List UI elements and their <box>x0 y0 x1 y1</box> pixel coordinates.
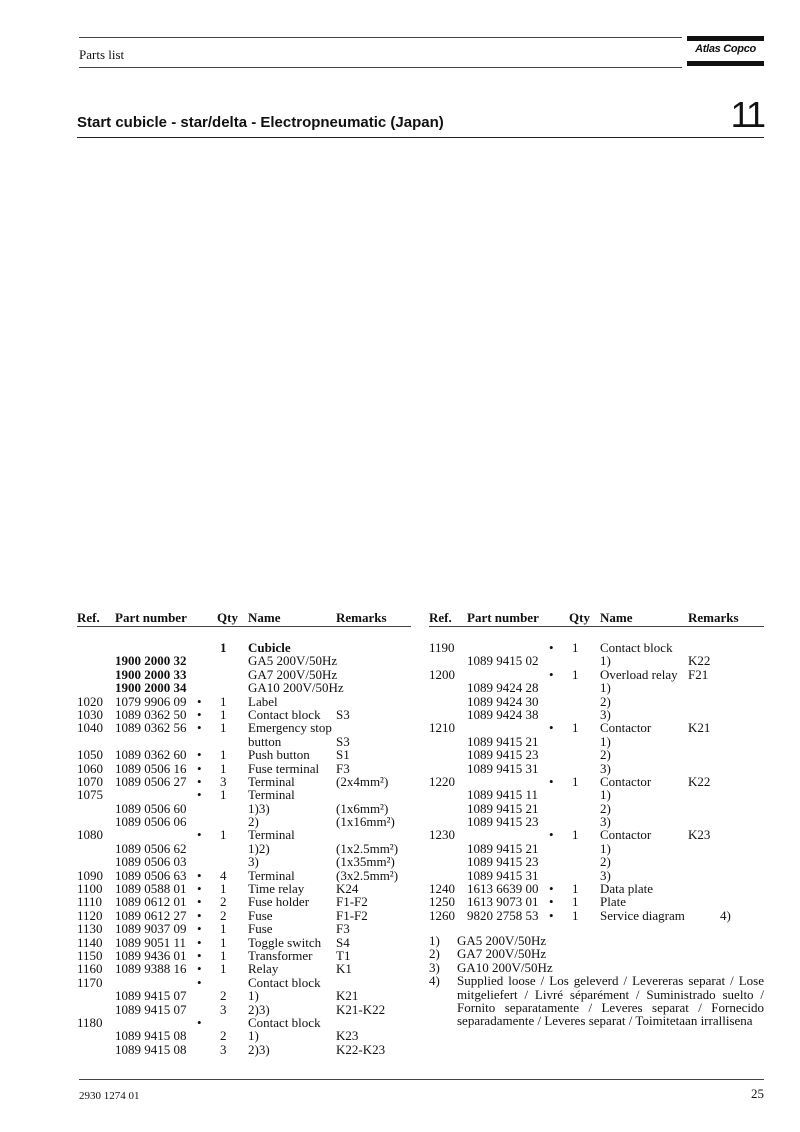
qty-cell: 3 <box>220 773 227 789</box>
ref-cell: 1075 <box>77 787 103 803</box>
footnote <box>429 947 764 960</box>
remarks-cell: S4 <box>336 934 350 950</box>
remarks-cell: K1 <box>336 961 352 977</box>
col-header-qty: Qty <box>569 610 590 625</box>
qty-cell: 1 <box>220 747 227 763</box>
ref-cell: 1120 <box>77 907 103 923</box>
logo-bar-bottom <box>687 61 764 66</box>
name-cell: Contact block <box>248 974 321 990</box>
qty-cell: 1 <box>220 720 227 736</box>
name-cell: Contactor <box>600 773 652 789</box>
part-number-cell: 1089 0506 03 <box>115 854 187 870</box>
qty-cell: 3 <box>220 1001 227 1017</box>
footnote-text: GA7 200V/50Hz <box>457 946 547 962</box>
qty-cell: 2 <box>220 988 227 1004</box>
remarks-cell: F1-F2 <box>336 907 368 923</box>
part-number-cell: 1089 0506 06 <box>115 814 187 830</box>
ref-cell: 1260 <box>429 907 455 923</box>
part-number-cell: 1089 9415 21 <box>467 733 539 749</box>
qty-cell: 1 <box>572 907 579 923</box>
remarks-cell: (1x35mm²) <box>336 854 395 870</box>
remarks-cell: K22-K23 <box>336 1041 386 1057</box>
part-number-cell: 1089 9415 23 <box>467 814 539 830</box>
name-cell: Contact block <box>248 1014 321 1030</box>
ref-cell: 1210 <box>429 720 455 736</box>
ref-cell: 1060 <box>77 760 103 776</box>
marker-cell: • <box>549 881 554 897</box>
chapter-number: 11 <box>730 94 764 135</box>
name-cell: 1) <box>248 988 259 1004</box>
ref-cell: 1140 <box>77 934 103 950</box>
marker-cell: • <box>197 773 202 789</box>
remarks-cell: (1x16mm²) <box>336 814 395 830</box>
part-number-cell: 1089 0506 63 <box>115 867 187 883</box>
ref-cell: 1240 <box>429 881 455 897</box>
name-cell: GA5 200V/50Hz <box>248 653 338 669</box>
qty-cell: 2 <box>220 1028 227 1044</box>
marker-cell: • <box>197 787 202 803</box>
remarks-cell: F3 <box>336 760 350 776</box>
logo-bar-top <box>687 36 764 41</box>
name-cell: Terminal <box>248 827 295 843</box>
atlas-copco-logo <box>687 36 764 67</box>
ref-cell: 1050 <box>77 747 103 763</box>
col-header-name: Name <box>248 610 281 625</box>
part-number-cell: 1089 0362 50 <box>115 706 187 722</box>
ref-cell: 1220 <box>429 773 455 789</box>
title-rule <box>77 137 764 138</box>
name-cell: 2) <box>600 747 611 763</box>
name-cell: 1)3) <box>248 800 270 816</box>
table-header-rule <box>429 626 764 627</box>
footnote <box>429 961 764 974</box>
part-number-cell: 1089 9415 02 <box>467 653 539 669</box>
part-number-cell: 1089 9424 30 <box>467 693 539 709</box>
marker-cell: • <box>197 961 202 977</box>
col-header-part-number: Part number <box>467 610 539 625</box>
name-cell: Transformer <box>248 947 313 963</box>
ref-cell: 1180 <box>77 1014 103 1030</box>
part-number-cell: 1089 9415 07 <box>115 988 187 1004</box>
ref-cell: 1190 <box>429 640 455 655</box>
part-number-cell: 1089 0506 16 <box>115 760 187 776</box>
remarks-cell: K21 <box>688 720 711 736</box>
name-cell: 1) <box>600 840 611 856</box>
footnote-number: 1) <box>429 933 440 948</box>
marker-cell: • <box>197 1014 202 1030</box>
page-number: 25 <box>751 1086 764 1101</box>
name-cell: 3) <box>600 814 611 830</box>
ref-cell: 1170 <box>77 974 103 990</box>
ref-cell: 1250 <box>429 894 455 910</box>
qty-cell: 3 <box>220 1041 227 1057</box>
logo-text: Atlas Copco <box>695 43 756 55</box>
qty-cell: 1 <box>572 720 579 736</box>
name-cell: 3) <box>600 760 611 776</box>
marker-cell: • <box>197 881 202 897</box>
remarks-cell: (1x2.5mm²) <box>336 840 399 856</box>
remarks-cell: K21-K22 <box>336 1001 386 1017</box>
marker-cell: • <box>549 666 554 682</box>
name-cell: Contact block <box>248 706 321 722</box>
part-number-cell: 1613 9073 01 <box>467 894 539 910</box>
remarks-cell: S3 <box>336 706 350 722</box>
part-number-cell: 1089 9415 08 <box>115 1041 187 1057</box>
table-header-rule <box>77 626 411 627</box>
name-cell: 1) <box>600 653 611 669</box>
marker-cell: • <box>549 907 554 923</box>
ref-cell: 1230 <box>429 827 455 843</box>
part-number-cell: 1089 0612 27 <box>115 907 187 923</box>
qty-cell: 1 <box>220 881 227 897</box>
name-cell: Data plate <box>600 881 654 897</box>
name-cell: button <box>248 733 282 749</box>
remarks-cell: (3x2.5mm²) <box>336 867 399 883</box>
qty-cell: 2 <box>220 907 227 923</box>
marker-cell: • <box>549 640 554 655</box>
qty-cell: 1 <box>220 693 227 709</box>
qty-cell: 1 <box>220 947 227 963</box>
remarks-cell: K23 <box>336 1028 359 1044</box>
remarks-cell: S1 <box>336 747 350 763</box>
marker-cell: • <box>197 921 202 937</box>
part-number-cell: 1089 9388 16 <box>115 961 187 977</box>
remarks-cell: K23 <box>688 827 711 843</box>
part-number-cell: 1089 9415 07 <box>115 1001 187 1017</box>
name-cell: 1) <box>248 1028 259 1044</box>
qty-cell: 1 <box>572 881 579 897</box>
qty-cell: 1 <box>220 934 227 950</box>
part-number-cell: 1089 9415 21 <box>467 840 539 856</box>
part-number-cell: 1079 9906 09 <box>115 693 187 709</box>
ref-cell: 1110 <box>77 894 103 910</box>
marker-cell: • <box>549 773 554 789</box>
qty-cell: 1 <box>220 787 227 803</box>
qty-cell: 2 <box>220 894 227 910</box>
ref-cell: 1040 <box>77 720 103 736</box>
name-cell: Plate <box>600 894 626 910</box>
col-header-name: Name <box>600 610 633 625</box>
col-header-ref: Ref. <box>77 610 100 625</box>
ref-cell: 1100 <box>77 881 103 897</box>
part-number-cell: 1089 9051 11 <box>115 934 187 950</box>
qty-cell: 1 <box>572 666 579 682</box>
qty-cell: 1 <box>220 961 227 977</box>
name-cell: Label <box>248 693 278 709</box>
ref-cell: 1080 <box>77 827 103 843</box>
name-cell: Toggle switch <box>248 934 322 950</box>
part-number-cell: 1089 9415 08 <box>115 1028 187 1044</box>
part-number-cell: 1089 9415 11 <box>467 787 539 803</box>
name-cell: Terminal <box>248 787 295 803</box>
marker-cell: • <box>197 934 202 950</box>
marker-cell: • <box>197 720 202 736</box>
part-number-cell: 1089 0506 60 <box>115 800 187 816</box>
name-cell: Terminal <box>248 867 295 883</box>
part-number-cell: 1089 9415 23 <box>467 854 539 870</box>
qty-cell: 1 <box>220 706 227 722</box>
name-cell: Fuse <box>248 907 273 923</box>
part-number-cell: 1613 6639 00 <box>467 881 539 897</box>
remarks-cell: K21 <box>336 988 359 1004</box>
marker-cell: • <box>197 907 202 923</box>
name-cell: 2) <box>600 693 611 709</box>
part-number-cell: 1089 9436 01 <box>115 947 187 963</box>
ref-cell: 1160 <box>77 961 103 977</box>
document-number: 2930 1274 01 <box>79 1090 140 1102</box>
name-cell: Contactor <box>600 827 652 843</box>
footnote-text: GA5 200V/50Hz <box>457 933 547 948</box>
footnotes <box>429 934 764 1028</box>
marker-cell: • <box>197 947 202 963</box>
remarks-cell: (1x6mm²) <box>336 800 389 816</box>
header-rule-top <box>79 37 682 38</box>
name-cell: 1) <box>600 787 611 803</box>
col-header-ref: Ref. <box>429 610 452 625</box>
footnote-text: GA10 200V/50Hz <box>457 959 553 975</box>
qty-cell: 1 <box>572 773 579 789</box>
marker-cell: • <box>197 867 202 883</box>
footnote <box>429 974 764 1028</box>
header-label: Parts list <box>79 47 125 62</box>
footer-rule <box>79 1079 764 1080</box>
name-cell: 3) <box>248 854 259 870</box>
name-cell: Emergency stop <box>248 720 332 736</box>
ref-cell: 1130 <box>77 921 103 937</box>
name-cell: 2) <box>600 854 611 870</box>
part-number-cell: 1089 0506 27 <box>115 773 187 789</box>
part-number-cell: 1089 0362 56 <box>115 720 187 736</box>
part-number-cell: 1089 9037 09 <box>115 921 187 937</box>
part-number-cell: 1089 9415 21 <box>467 800 539 816</box>
marker-cell: • <box>549 894 554 910</box>
qty-cell: 1 <box>572 827 579 843</box>
remarks-cell: F21 <box>688 666 709 682</box>
name-cell: 1) <box>600 733 611 749</box>
qty-cell: 1 <box>572 894 579 910</box>
part-number-cell: 9820 2758 53 <box>467 907 539 923</box>
remarks-cell: F1-F2 <box>336 894 368 910</box>
name-cell: Overload relay <box>600 666 678 682</box>
name-cell: 2)3) <box>248 1001 270 1017</box>
marker-cell: • <box>549 827 554 843</box>
name-cell: Relay <box>248 961 279 977</box>
name-cell: Fuse <box>248 921 273 937</box>
col-header-part-number: Part number <box>115 610 187 625</box>
remarks-cell: 4) <box>720 907 731 923</box>
marker-cell: • <box>197 974 202 990</box>
name-cell: Contactor <box>600 720 652 736</box>
ref-cell: 1150 <box>77 947 103 963</box>
ref-cell: 1030 <box>77 706 103 722</box>
footnote-text: Supplied loose / Los geleverd / Levereras separat / Lose mitgeliefert / Livré séparément / Suministrado suelto / Fornito separatamente / Leveres separat / Fornecido separadamente / Leveres separat / Toimitetaan irrallisena <box>457 973 764 1029</box>
part-number-cell: 1089 9424 28 <box>467 680 539 696</box>
qty-cell: 4 <box>220 867 227 883</box>
name-cell: Time relay <box>248 881 305 897</box>
marker-cell: • <box>197 760 202 776</box>
name-cell: 3) <box>600 706 611 722</box>
marker-cell: • <box>197 827 202 843</box>
name-cell: Fuse terminal <box>248 760 320 776</box>
name-cell: GA7 200V/50Hz <box>248 666 338 682</box>
name-cell: Terminal <box>248 773 295 789</box>
remarks-cell: K22 <box>688 653 711 669</box>
marker-cell: • <box>197 747 202 763</box>
header-rule-bottom <box>79 67 682 68</box>
part-number-cell: 1900 2000 34 <box>115 680 187 696</box>
name-cell: 3) <box>600 867 611 883</box>
footnote-number: 3) <box>429 959 440 975</box>
remarks-cell: (2x4mm²) <box>336 773 389 789</box>
ref-cell: 1090 <box>77 867 103 883</box>
name-cell: 2) <box>600 800 611 816</box>
name-cell: 1)2) <box>248 840 270 856</box>
part-number-cell: 1900 2000 32 <box>115 653 187 669</box>
name-cell: Contact block <box>600 640 673 655</box>
col-header-remarks: Remarks <box>688 610 739 625</box>
part-number-cell: 1089 9415 23 <box>467 747 539 763</box>
remarks-cell: S3 <box>336 733 350 749</box>
marker-cell: • <box>197 706 202 722</box>
qty-cell: 1 <box>572 640 579 655</box>
footnote-number: 2) <box>429 946 440 962</box>
remarks-cell: K24 <box>336 881 359 897</box>
part-number-cell: 1089 0362 60 <box>115 747 187 763</box>
qty-cell: 1 <box>220 921 227 937</box>
qty-cell: 1 <box>220 827 227 843</box>
name-cell: 2) <box>248 814 259 830</box>
remarks-cell: T1 <box>336 947 351 963</box>
col-header-qty: Qty <box>217 610 238 625</box>
ref-cell: 1020 <box>77 693 103 709</box>
part-number-cell: 1089 0588 01 <box>115 881 187 897</box>
part-number-cell: 1089 9415 31 <box>467 867 539 883</box>
ref-cell: 1070 <box>77 773 103 789</box>
part-number-cell: 1900 2000 33 <box>115 666 187 682</box>
part-number-cell: 1089 9415 31 <box>467 760 539 776</box>
part-number-cell: 1089 0612 01 <box>115 894 187 910</box>
col-header-remarks: Remarks <box>336 610 387 625</box>
name-cell: 1) <box>600 680 611 696</box>
page-title: Start cubicle - star/delta - Electropneumatic (Japan) <box>77 114 444 131</box>
remarks-cell: F3 <box>336 921 350 937</box>
name-cell: Service diagram <box>600 907 685 923</box>
footnote <box>429 934 764 947</box>
name-cell: 2)3) <box>248 1041 270 1057</box>
marker-cell: • <box>197 894 202 910</box>
name-cell: Push button <box>248 747 310 763</box>
marker-cell: • <box>549 720 554 736</box>
footnote-number: 4) <box>429 973 440 989</box>
remarks-cell: K22 <box>688 773 711 789</box>
qty-cell: 1 <box>220 760 227 776</box>
name-cell: GA10 200V/50Hz <box>248 680 344 696</box>
part-number-cell: 1089 0506 62 <box>115 840 187 856</box>
part-number-cell: 1089 9424 38 <box>467 706 539 722</box>
marker-cell: • <box>197 693 202 709</box>
name-cell: Fuse holder <box>248 894 310 910</box>
qty-cell: 1 <box>220 640 227 655</box>
ref-cell: 1200 <box>429 666 455 682</box>
name-cell: Cubicle <box>248 640 291 655</box>
